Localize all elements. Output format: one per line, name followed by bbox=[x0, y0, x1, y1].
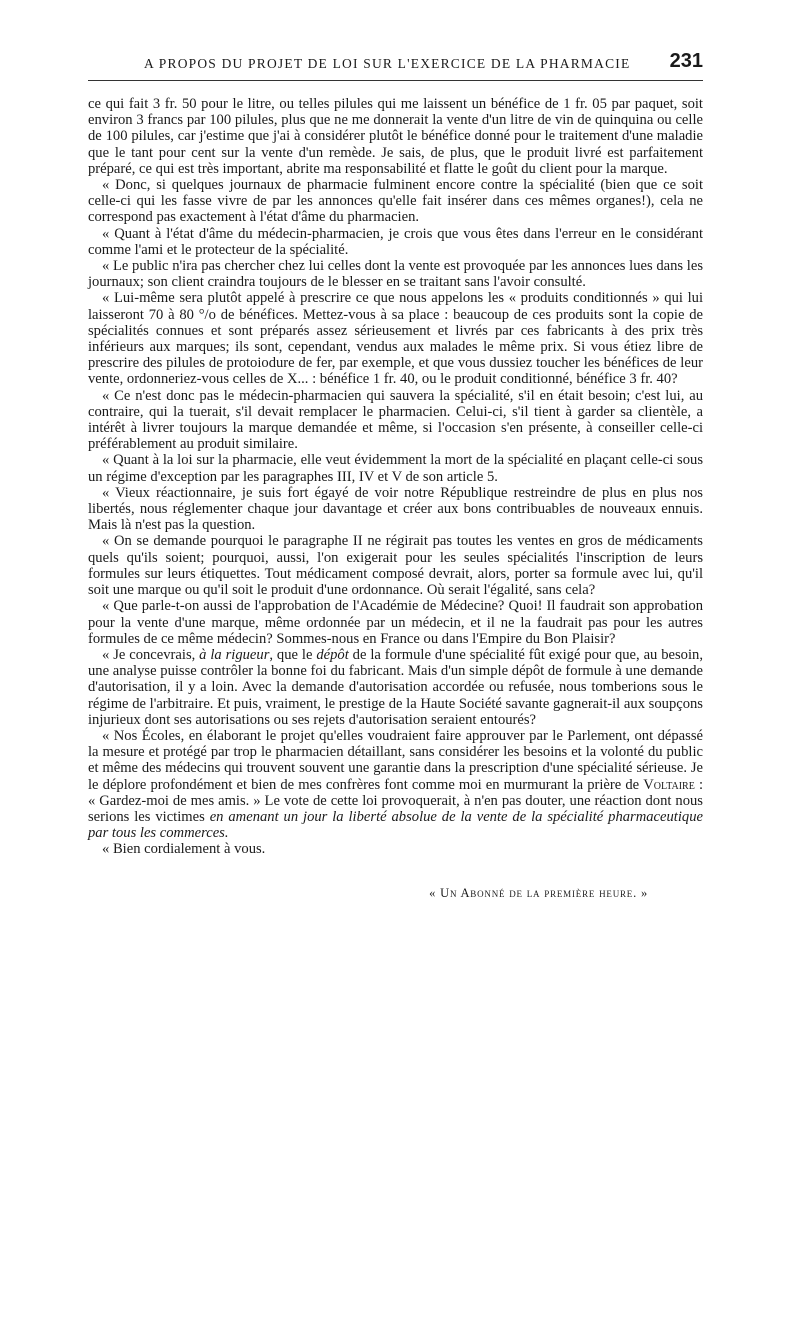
text-run: « Nos Écoles, en élaborant le projet qu'elles voudraient faire approuver par le Parlement, ont dépassé la mesure et protégé par trop le pharmacien détaillant, sans considérer les besoins et la volonté du public et même des médecins qui trouvent souvent une garantie dans la prescription d'une spécialité sérieuse. Je le déplore profondément et bien de mes confrères font comme moi en murmurant la prière de bbox=[88, 727, 703, 793]
paragraph: « Lui-même sera plutôt appelé à prescrire ce que nous appelons les « produits conditionnés » qui lui laisseront 70 à 80 °/o de bénéfices. Mettez-vous à sa place : beaucoup de ces produits sont la copie de spécialités connues et sont préparés assez sérieusement et livrés par ces fabricants à des prix très inférieurs aux marques; ils sont, cependant, vendus aux malades le même prix. Si vous étiez libre de prescrire des pilules de protoiodure de fer, par exemple, et que vous dussiez toucher les bénéfices de leur vente, ordonneriez-vous celles de X... : bénéfice 1 fr. 40, ou le produit conditionné, bénéfice 3 fr. 40? bbox=[88, 290, 703, 388]
running-header bbox=[88, 50, 703, 81]
text-run: , que le bbox=[269, 646, 317, 663]
text-run: de la formule d'une spécialité fût exigé pour que, au besoin, une analyse puisse contrôler la bonne foi du fabricant. Mais d'un simple dépôt de formule à une demande d'autorisation, il y a loin. Avec la demande d'autorisation accordée ou refusée, nous tomberions sous le régime de l'arbitraire. Et puis, vraiment, le prestige de la Haute Société savante gagnerait-il aux soupçons injurieux dont ses autorisations ou ses rejets d'autorisation seraient entourés? bbox=[88, 646, 703, 728]
page-number: 231 bbox=[669, 50, 703, 72]
closing-line: « Bien cordialement à vous. bbox=[102, 841, 266, 858]
paragraph: « Quant à la loi sur la pharmacie, elle veut évidemment la mort de la spécialité en plaçant celle-ci sous un régime d'exception par les paragraphes III, IV et V de son article 5. bbox=[88, 452, 703, 485]
text-run: : « Gardez-moi de mes amis. » Le vote de cette loi provoquerait, à n'en pas douter, une réaction dont nous serions les victimes bbox=[88, 776, 704, 825]
italic-run: dépôt bbox=[316, 646, 349, 663]
paragraph: « On se demande pourquoi le paragraphe II ne régirait pas toutes les ventes en gros de médicaments quels qu'ils soient; pourquoi, aussi, l'on exigerait pour les seules spécialités l'inscription de leurs formules sur leurs étiquettes. Tout médicament composé devrait, alors, porter sa formule avec lui, qu'il soit une marque ou qu'il soit le produit d'une ordonnance. Où serait l'égalité, sans cela? bbox=[88, 533, 703, 599]
paragraph: « Vieux réactionnaire, je suis fort égayé de voir notre République restreindre de plus en plus nos libertés, nous réglementer chaque jour davantage et créer aux bons contribuables de nouveaux ennuis. Mais là n'est pas la question. bbox=[88, 484, 703, 534]
italic-run: à la rigueur bbox=[199, 646, 270, 663]
running-title: A PROPOS DU PROJET DE LOI SUR L'EXERCICE DE LA PHARMACIE bbox=[144, 56, 631, 71]
paragraph: « Quant à l'état d'âme du médecin-pharmacien, je crois que vous êtes dans l'erreur en le considérant comme l'ami et le protecteur de la spécialité. bbox=[88, 225, 703, 258]
italic-run: en amenant un jour la liberté absolue de la vente de la spécialité pharmaceutique par tous les commerces. bbox=[88, 808, 703, 842]
paragraph: « Ce n'est donc pas le médecin-pharmacien qui sauvera la spécialité, s'il en était besoin; c'est lui, au contraire, qui la tuerait, s'il devait remplacer le pharmacien. Celui-ci, s'il tient à garder sa clientèle, a intérêt à livrer toujours la marque demandée et même, si l'occasion s'en présente, à conseiller celle-ci préférablement au produit similaire. bbox=[88, 387, 703, 453]
paragraph: « Donc, si quelques journaux de pharmacie fulminent encore contre la spécialité (bien que ce soit celle-ci qui les fasse vivre de par les annonces qu'elle fait insérer dans ces mêmes organes!), cela ne correspond pas exactement à l'état d'âme du pharmacien. bbox=[88, 177, 703, 226]
paragraph: « Le public n'ira pas chercher chez lui celles dont la vente est provoquée par les annonces lues dans les journaux; son client craindra toujours de le blesser en se traitant sans l'avoir consulté. bbox=[88, 258, 703, 291]
paragraph-rigueur bbox=[88, 647, 703, 728]
signature: « Un Abonné de la première heure. » bbox=[429, 885, 648, 900]
paragraph: « Que parle-t-on aussi de l'approbation de l'Académie de Médecine? Quoi! Il faudrait son approbation pour la vente d'une marque, même ordonnée par un médecin, et il ne la faudrait pas pour les autres formules de ce même médecin? Sommes-nous en France ou dans l'Empire du Bon Plaisir? bbox=[88, 598, 703, 647]
paragraph: ce qui fait 3 fr. 50 pour le litre, ou telles pilules qui me laissent un bénéfice de 1 fr. 05 par paquet, soit environ 3 francs par 100 pilules, plus que ne me donnerait la vente d'un litre de vin de quinquina ou celle de 100 pilules, car j'estime que j'ai à considérer plutôt le bénéfice donné pour le traitement d'une maladie que le tant pour cent sur la vente d'un remède. Je sais, de plus, que le produit livré est parfaitement préparé, ce qui est très important, abrite ma responsabilité et flatte le goût du client pour la marque. bbox=[88, 96, 703, 177]
text-run: « Je concevrais, bbox=[102, 646, 200, 663]
small-caps-run: Voltaire bbox=[643, 776, 695, 793]
body-text bbox=[88, 96, 703, 858]
paragraph-ecoles bbox=[88, 728, 703, 841]
document-page bbox=[88, 50, 703, 901]
